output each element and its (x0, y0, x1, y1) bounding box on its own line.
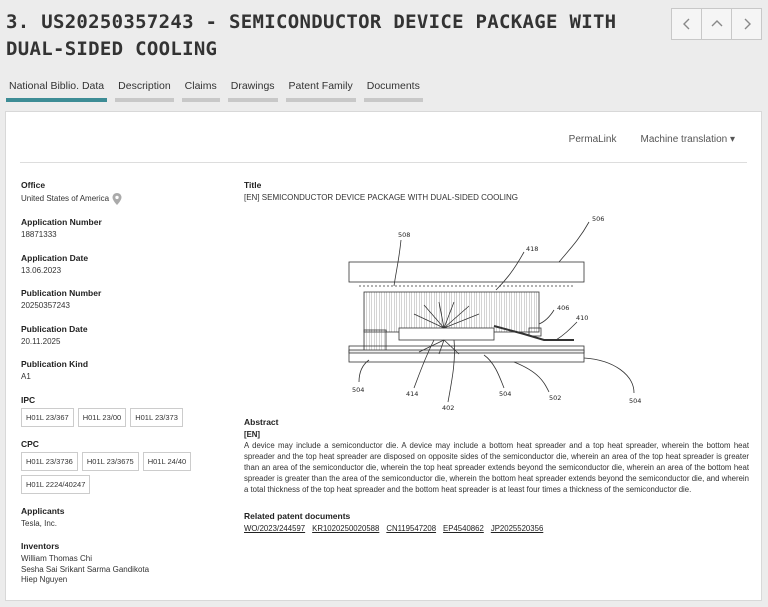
cpc-label: CPC (21, 438, 39, 449)
application-date-value: 13.06.2023 (21, 265, 62, 275)
ipc-chip[interactable]: H01L 23/367 (21, 408, 74, 427)
publication-kind-value: A1 (21, 372, 31, 381)
next-result-button[interactable] (731, 8, 762, 40)
content-panel (5, 111, 762, 601)
representative-drawing[interactable] (344, 210, 654, 415)
machine-translation-dropdown[interactable]: Machine translation ▾ (640, 134, 735, 145)
applicants-label: Applicants (21, 505, 65, 516)
inventor-name: Sesha Sai Srikant Sarma Gandikota (21, 564, 150, 574)
application-date-label: Application Date (21, 252, 89, 263)
office-label: Office (21, 180, 46, 190)
related-documents-list (244, 524, 749, 533)
publication-date-value: 20.11.2025 (21, 336, 61, 346)
abstract-language: [EN] (244, 430, 261, 439)
previous-result-button[interactable] (671, 8, 702, 40)
tab-patent-family[interactable]: Patent Family (286, 80, 356, 102)
title-value: [EN] SEMICONDUCTOR DEVICE PACKAGE WITH DUAL-SIDED COOLING (244, 193, 518, 202)
applicant-name: Tesla, Inc. (21, 518, 58, 528)
drawing-label-402: 402 (442, 404, 455, 412)
drawing-label-406: 406 (557, 304, 570, 312)
cpc-chip[interactable]: H01L 2224/40247 (21, 475, 90, 494)
main-column (244, 180, 749, 533)
drawing-label-504: 504 (629, 397, 642, 405)
ipc-label: IPC (21, 394, 36, 405)
drawing-label-418: 418 (526, 245, 539, 253)
chevron-left-icon (680, 17, 694, 31)
tab-documents[interactable]: Documents (364, 80, 423, 102)
tab-bar (6, 80, 431, 102)
ipc-chip[interactable]: H01L 23/373 (130, 408, 183, 427)
chevron-up-icon (710, 17, 724, 31)
related-document-link[interactable]: WO/2023/244597 (244, 524, 306, 533)
biblio-column (21, 180, 231, 598)
application-number-label: Application Number (21, 217, 102, 227)
application-number-value: 18871333 (21, 230, 57, 239)
drawing-label-508: 508 (398, 231, 411, 239)
inventor-name: William Thomas Chi (21, 554, 92, 563)
tab-description[interactable]: Description (115, 80, 174, 102)
drawing-label-502: 502 (549, 394, 562, 402)
ipc-list (21, 408, 229, 431)
cpc-chip[interactable]: H01L 23/3675 (82, 452, 139, 471)
divider (20, 162, 747, 163)
permalink-link[interactable]: PermaLink (568, 134, 617, 145)
drawing-label-414: 414 (406, 390, 419, 398)
abstract-text: A device may include a semiconductor die. A device may include a bottom heat spreader and a top heat spreader, wherein the bottom heat spreader and the top heat spreader are disposed on opposite sides of the semiconductor die, wherein an area of the top heat spreader is greater than an area of the semiconductor die, wherein the top heat spreader extends beyond the semiconductor die, wherein an area of the bottom heat spreader is greater than the area of the semiconductor die, wherein the bottom heat spreader extends beyond the semiconductor die, and wherein a total thickness of the top heat spreader and the bottom heat spreader is at least four times a thickness of the semiconductor die. (244, 441, 749, 494)
result-navigation (672, 8, 762, 40)
drawing-label-506: 506 (592, 215, 605, 223)
publication-number-value: 20250357243 (21, 301, 70, 310)
related-document-link[interactable]: EP4540862 (443, 524, 484, 533)
cpc-list (21, 452, 229, 498)
publication-kind-label: Publication Kind (21, 359, 89, 369)
panel-toolbar (545, 134, 735, 145)
drawing-label-504: 504 (499, 390, 512, 398)
inventor-name: Hiep Nguyen (21, 575, 68, 584)
publication-number-label: Publication Number (21, 288, 102, 298)
related-documents-label: Related patent documents (244, 511, 351, 521)
tab-drawings[interactable]: Drawings (228, 80, 278, 102)
inventors-label: Inventors (21, 541, 60, 551)
ipc-chip[interactable]: H01L 23/00 (78, 408, 127, 427)
map-pin-icon[interactable] (112, 193, 122, 205)
cpc-chip[interactable]: H01L 23/3736 (21, 452, 78, 471)
tab-claims[interactable]: Claims (182, 80, 220, 102)
cpc-chip[interactable]: H01L 24/40 (143, 452, 192, 471)
chevron-right-icon (740, 17, 754, 31)
abstract-label: Abstract (244, 417, 279, 427)
office-value: United States of America (21, 194, 110, 204)
tab-national-biblio-data[interactable]: National Biblio. Data (6, 80, 107, 102)
related-document-link[interactable]: CN119547208 (386, 524, 437, 533)
back-to-list-button[interactable] (701, 8, 732, 40)
related-document-link[interactable]: JP2025520356 (490, 524, 544, 533)
drawing-label-504: 504 (352, 386, 365, 394)
title-label: Title (244, 180, 262, 190)
related-document-link[interactable]: KR1020250020588 (312, 524, 380, 533)
page-title: 3. US20250357243 - SEMICONDUCTOR DEVICE PACKAGE WITH DUAL-SIDED COOLING (6, 11, 617, 60)
publication-date-label: Publication Date (21, 323, 88, 334)
drawing-label-410: 410 (576, 314, 589, 322)
